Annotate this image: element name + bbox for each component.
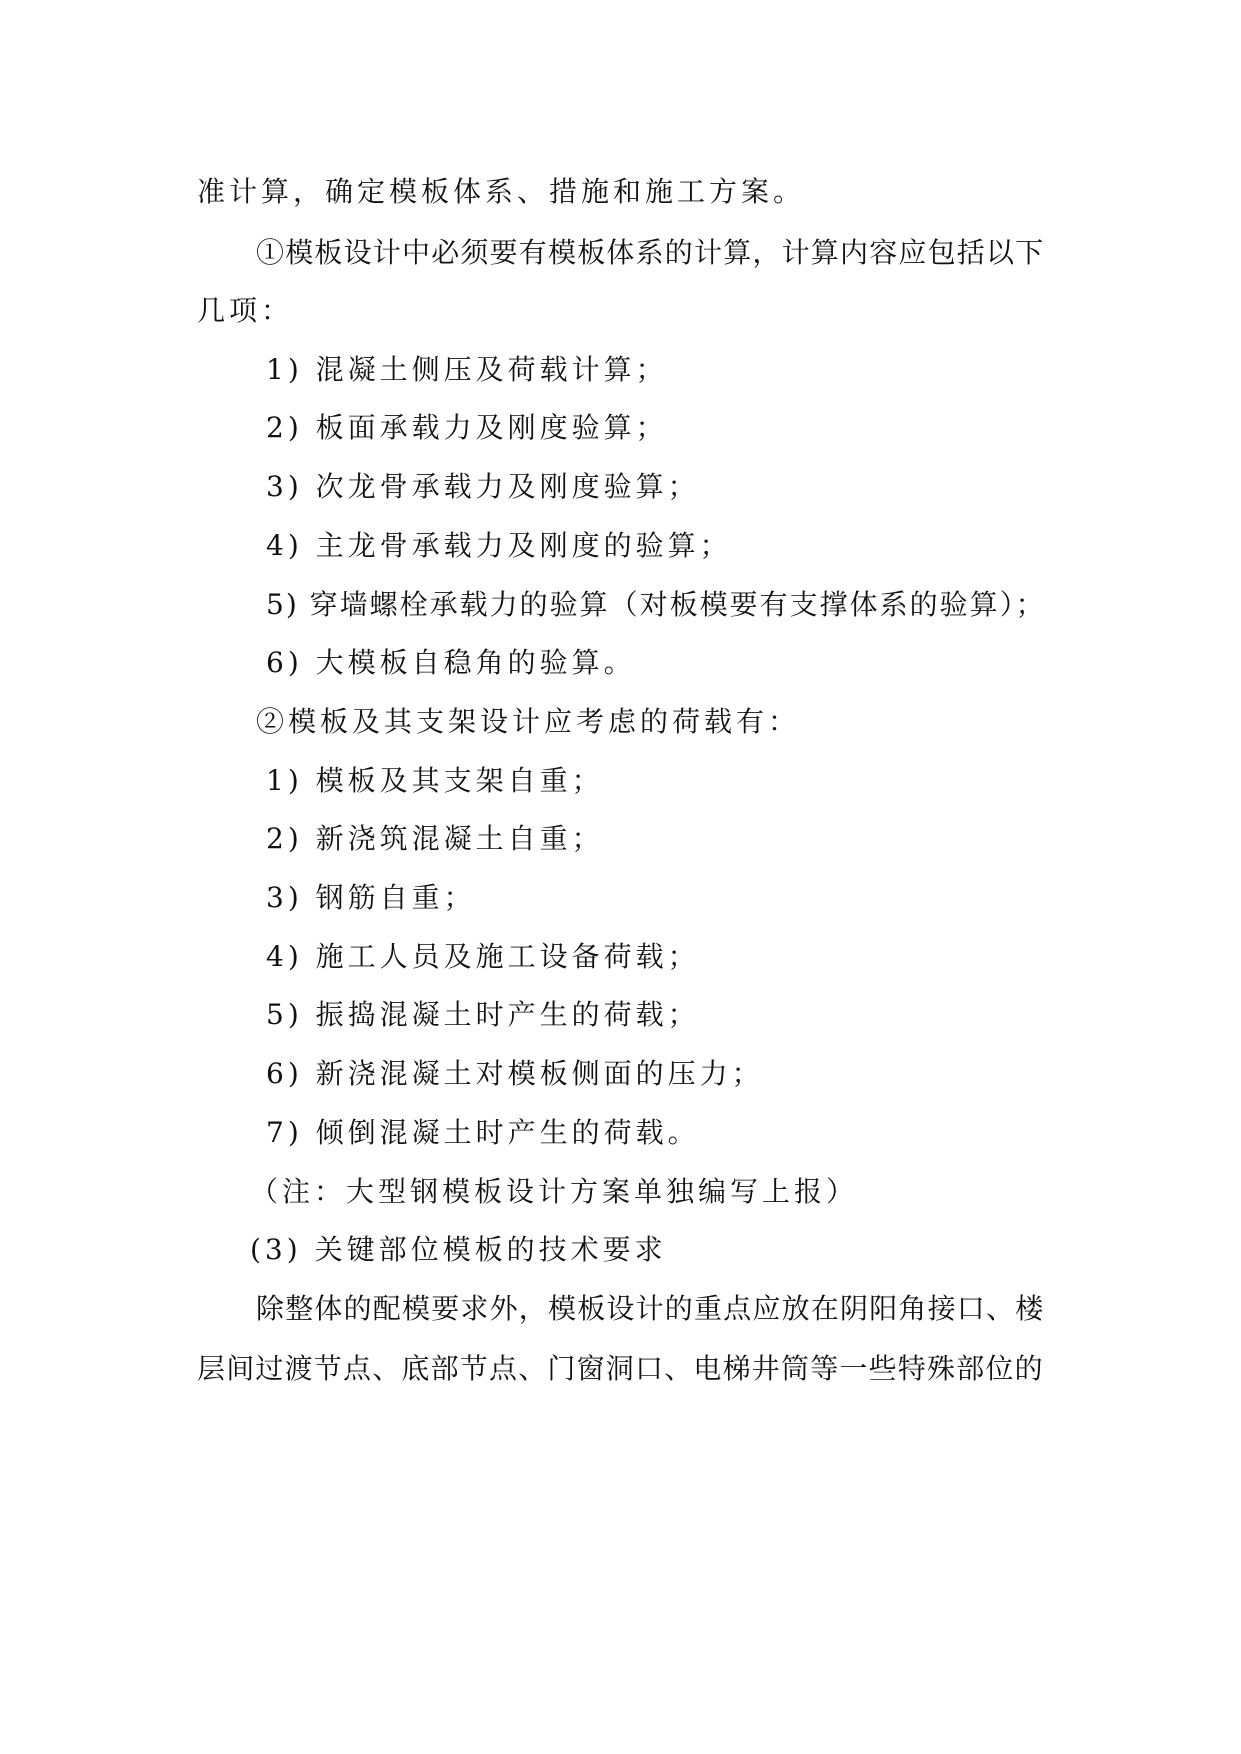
section-heading: ②模板及其支架设计应考虑的荷载有： [256, 705, 801, 738]
text-line: 几项： [197, 294, 294, 327]
list-item: 3) 钢筋自重； [266, 881, 476, 914]
list-item: 3) 次龙骨承载力及刚度验算； [266, 470, 700, 503]
list-item: 6) 新浇混凝土对模板侧面的压力； [266, 1057, 764, 1090]
list-item: 1) 混凝土侧压及荷载计算； [266, 353, 668, 386]
section-heading: (3) 关键部位模板的技术要求 [250, 1233, 667, 1266]
list-item: 1) 模板及其支架自重； [266, 764, 604, 797]
list-item: 7) 倾倒混凝土时产生的荷载。 [266, 1116, 700, 1149]
text-line: 准计算，确定模板体系、措施和施工方案。 [197, 175, 806, 208]
text-line: 层间过渡节点、底部节点、门窗洞口、电梯井筒等一些特殊部位的 [197, 1352, 1044, 1385]
text-line: ①模板设计中必须要有模板体系的计算，计算内容应包括以下 [256, 236, 1045, 269]
list-item: 5) 穿墙螺栓承载力的验算（对板模要有支撑体系的验算）； [266, 588, 1046, 621]
list-item: 2) 新浇筑混凝土自重； [266, 822, 604, 855]
list-item: 5) 振捣混凝土时产生的荷载； [266, 998, 700, 1031]
list-item: 2) 板面承载力及刚度验算； [266, 411, 668, 444]
list-item: 4) 主龙骨承载力及刚度的验算； [266, 529, 732, 562]
list-item: 4) 施工人员及施工设备荷载； [266, 940, 700, 973]
text-line: 除整体的配模要求外，模板设计的重点应放在阴阳角接口、楼 [256, 1292, 1045, 1325]
list-item: 6) 大模板自稳角的验算。 [266, 646, 636, 679]
note-text: （注：大型钢模板设计方案单独编写上报） [250, 1175, 859, 1208]
